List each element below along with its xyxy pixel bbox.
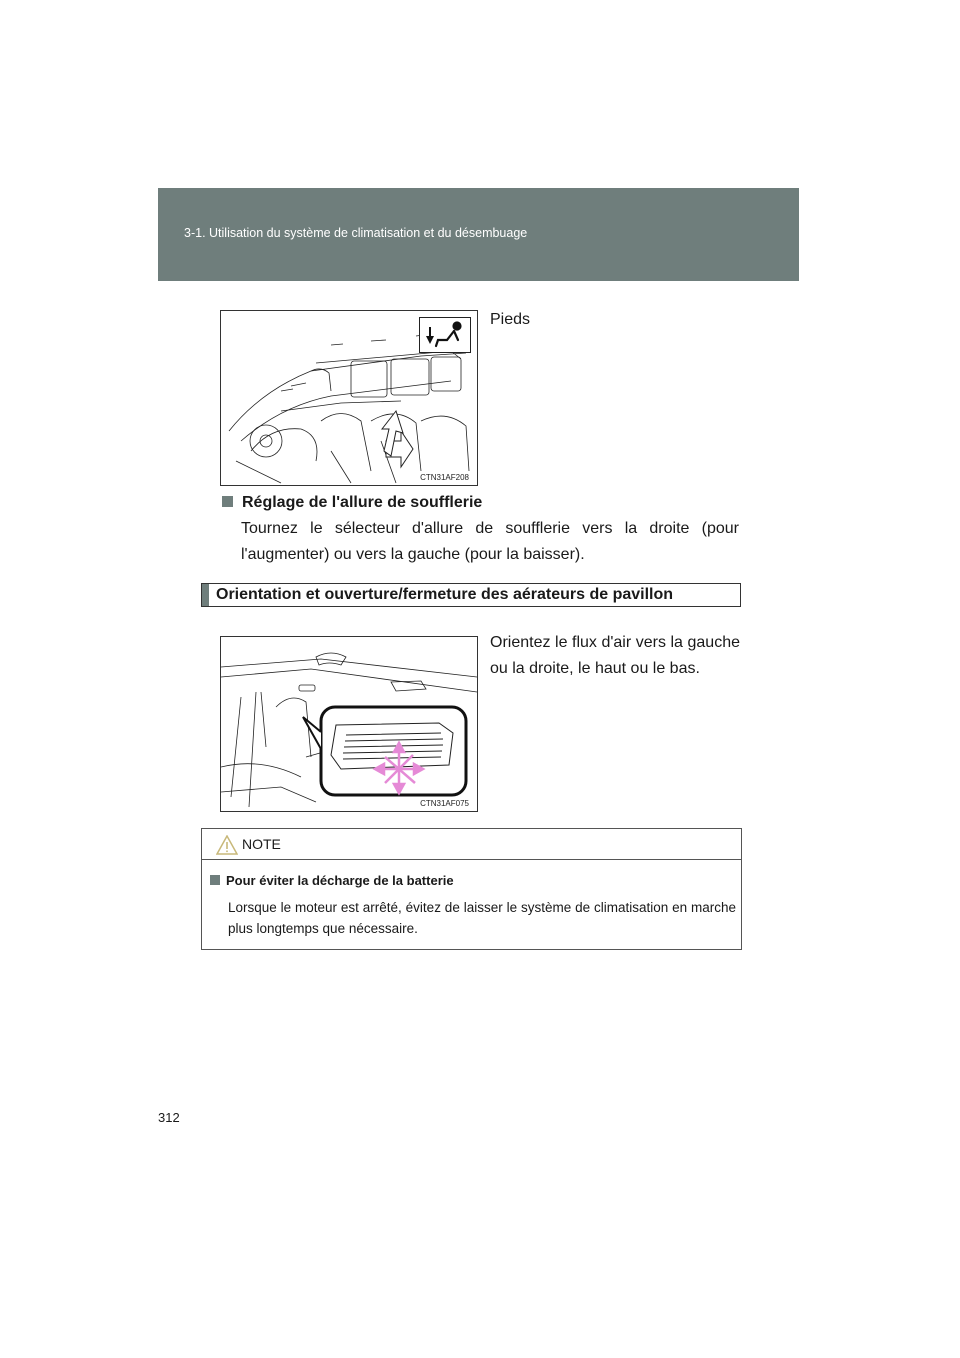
caption-vent: Orientez le flux d'air vers la gauche ou la droite, le haut ou le bas. (490, 634, 740, 677)
fan-speed-text: Tournez le sélecteur d'allure de soufflerie vers la droite (pour l'augmenter) ou vers la gauche (pour la baisser). (241, 520, 739, 563)
fan-speed-heading (222, 494, 482, 512)
chapter-header (158, 188, 799, 281)
note-heading (210, 873, 454, 888)
bullet-square (210, 875, 220, 885)
bullet-square (222, 496, 233, 507)
section-accent-bar (202, 584, 209, 606)
note-label: NOTE (242, 836, 281, 852)
note-title: Pour éviter la décharge de la batterie (226, 873, 454, 888)
breadcrumb: 3-1. Utilisation du système de climatisation et du désembuage (184, 226, 528, 240)
fan-speed-title: Réglage de l'allure de soufflerie (242, 494, 483, 511)
note-box (201, 828, 742, 950)
page-number: 312 (158, 1110, 180, 1125)
note-header (202, 829, 741, 860)
foot-airflow-icon (419, 317, 471, 353)
note-body: Lorsque le moteur est arrêté, évitez de laisser le système de climatisation en marche plus longtemps que nécessaire. (228, 900, 736, 936)
caption-feet: Pieds (490, 311, 531, 328)
warning-icon (216, 835, 238, 855)
figure-roof-vent (220, 636, 478, 812)
figure-car-interior-feet (220, 310, 478, 486)
figure-code: CTN31AF208 (420, 473, 469, 482)
figure-code: CTN31AF075 (420, 799, 469, 808)
section-heading-vents (201, 583, 741, 607)
section-title: Orientation et ouverture/fermeture des aérateurs de pavillon (216, 586, 674, 603)
